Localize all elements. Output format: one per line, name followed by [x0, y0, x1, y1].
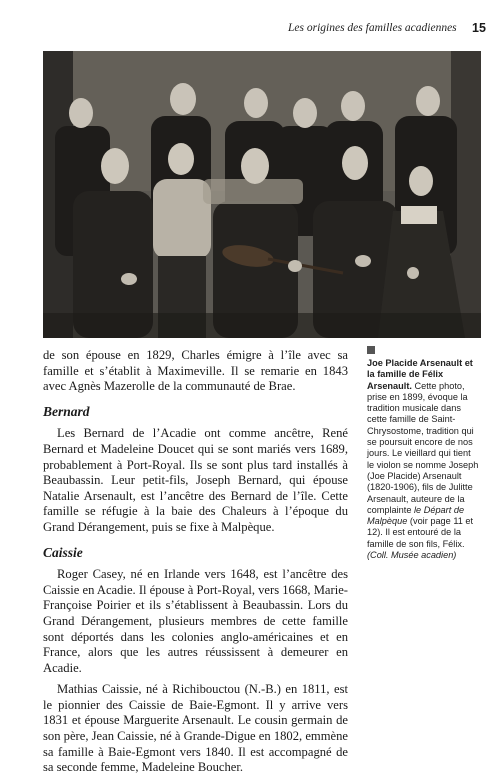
- photo-caption: [367, 358, 480, 561]
- caption-text: (voir page 11 et 12). Il est entouré de la famille de son fils, Félix.: [367, 516, 474, 549]
- section-heading-bernard: Bernard: [43, 403, 90, 419]
- body-text: [43, 348, 348, 776]
- caption-marker: [367, 346, 375, 354]
- section-heading-caissie: Caissie: [43, 544, 83, 560]
- family-photograph-drawing: [43, 51, 481, 338]
- caption-text: Cette photo, prise en 1899, évoque la tradition musicale dans cette famille de Saint-Chrysostome, tradition qui se poursuit encore de nos jours. Le vieillard qui tient le violon se nomme Joseph (Joe Placide) Arsenault (1820-1906), fils de Julitte Arsenault, auteure de la complainte: [367, 380, 479, 515]
- page-number: 15: [472, 21, 486, 35]
- family-photograph: [43, 51, 481, 338]
- paragraph: Mathias Caissie, né à Richibouctou (N.-B.) en 1811, est le pionnier des Caissie de Baie-Egmont. Il y arrive vers 1831 et épouse Marguerite Arsenault. Le cousin germain de son père, Jean Caissie, né à Grande-Digue en 1802, emmène sa famille à Baie-Egmont vers 1840. Il est accompagné de sa seconde femme, Madeleine Boucher.: [43, 682, 348, 775]
- running-header-title: Les origines des familles acadiennes: [288, 22, 457, 34]
- caption-song-title: le Départ de Malpèque: [367, 504, 465, 527]
- caption-credit: (Coll. Musée acadien): [367, 550, 457, 561]
- paragraph: Roger Casey, né en Irlande vers 1648, est l’ancêtre des Caissie en Acadie. Il épouse à Port-Royal, vers 1668, Marie-Françoise Poirier et ils s’établissent à Beaubassin. Lors du Grand Dérangement, plusieurs membres de cette famille sont déportés dans les colonies anglo-américaines et en France, alors que les autres réussissent à demeurer en Acadie.: [43, 567, 348, 675]
- caption-lead: Joe Placide Arsenault et la famille de Félix Arsenault.: [367, 358, 473, 391]
- paragraph: Les Bernard de l’Acadie ont comme ancêtre, René Bernard et Madeleine Doucet qui se sont mariés vers 1689, probablement à Port-Royal. Ils se sont plus tard installés à Beaubassin. Leur petit-fils, Joseph Bernard, qui épouse Natalie Arsenault, est l’ancêtre des Bernard de l’île. Cette famille se réfugie à la baie des Chaleurs à l’époque du Grand Dérangement, puis se fixe à Malpèque.: [43, 426, 348, 534]
- paragraph: de son épouse en 1829, Charles émigre à l’île avec sa famille et s’établit à Maximeville. Il se remarie en 1843 avec Agnès Mazerolle de la communauté de Brae.: [43, 348, 348, 394]
